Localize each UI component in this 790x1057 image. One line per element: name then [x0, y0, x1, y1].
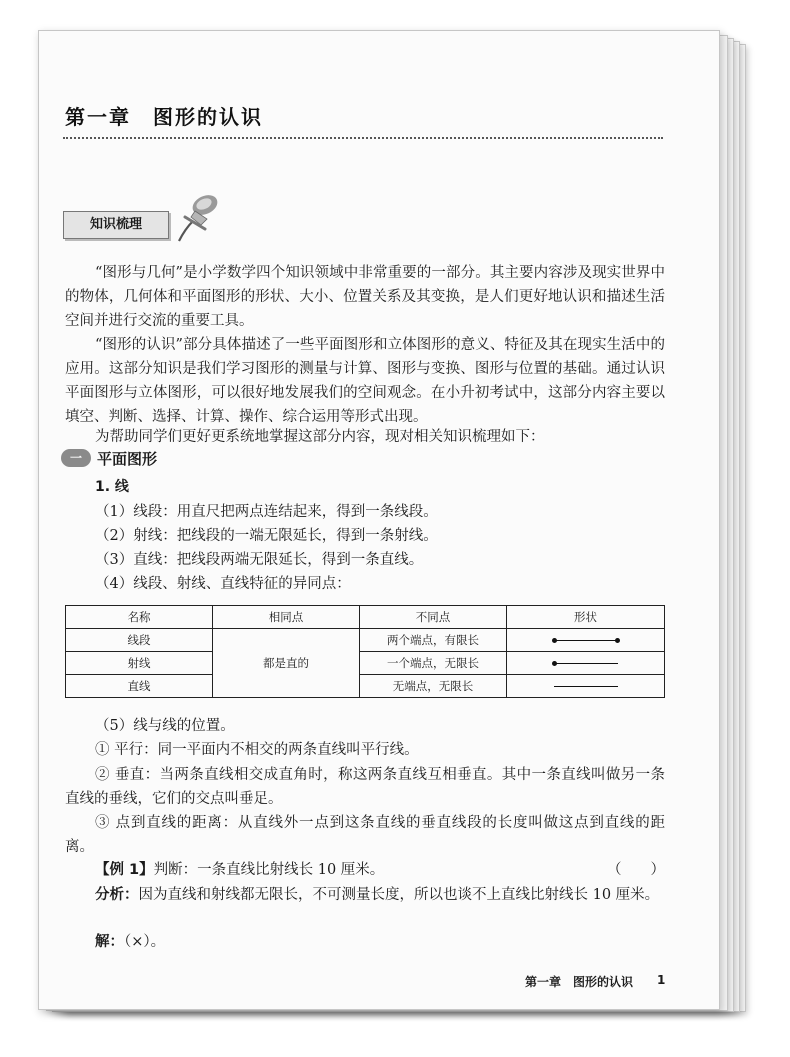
running-footer: 第一章 图形的认识 — [525, 975, 634, 989]
table-cell-name: 直线 — [66, 675, 213, 698]
example-text: 判断：一条直线比射线长 10 厘米。 — [153, 862, 385, 878]
answer-label: 解： — [95, 934, 124, 950]
section-heading — [61, 447, 157, 471]
section-title: 平面图形 — [97, 450, 158, 468]
table-row — [66, 675, 665, 698]
intro-paragraph-1: “图形与几何”是小学数学四个知识领域中非常重要的一部分。其主要内容涉及现实世界中的物体，几何体和平面图形的形状、大小、位置关系及其变换，是人们更好地认识和描述生活空间并进行交流的重要工具。 — [65, 265, 665, 329]
perpendicular-definition: ② 垂直：当两条直线相交成直角时，称这两条直线互相垂直。其中一条直线叫做另一条直线的垂线，它们的交点叫垂足。 — [65, 767, 665, 807]
table-cell-name: 线段 — [66, 629, 213, 652]
example-question — [65, 859, 665, 881]
table-cell-same: 都是直的 — [213, 629, 360, 698]
position-title: （5）线与线的位置。 — [95, 718, 235, 734]
analysis-text: 因为直线和射线都无限长，不可测量长度，所以也谈不上直线比射线长 10 厘米。 — [138, 887, 660, 903]
intro-paragraph-3: 为帮助同学们更好更系统地掌握这部分内容，现对相关知识梳理如下： — [95, 429, 545, 445]
table-cell-diff: 两个端点，有限长 — [360, 629, 507, 652]
ray-shape — [554, 663, 618, 664]
example-label: 【例 1】 — [95, 862, 154, 878]
definition-ray: （2）射线：把线段的一端无限延长，得到一条射线。 — [95, 528, 438, 544]
table-row — [66, 652, 665, 675]
pushpin-icon — [171, 191, 223, 247]
line-features-table — [65, 605, 665, 698]
example-analysis — [65, 883, 665, 907]
table-cell-shape — [507, 652, 665, 675]
page-number: 1 — [657, 973, 666, 987]
table-cell-diff: 无端点，无限长 — [360, 675, 507, 698]
section-number-badge: 一 — [61, 449, 91, 467]
definition-straight-line: （3）直线：把线段两端无限延长，得到一条直线。 — [95, 552, 424, 568]
subsection-heading: 1. 线 — [95, 479, 129, 495]
section-tag: 知识梳理 — [63, 211, 169, 239]
definition-line-segment: （1）线段：用直尺把两点连结起来，得到一条线段。 — [95, 504, 438, 520]
answer-text: （×）。 — [124, 934, 166, 950]
segment-shape — [554, 640, 618, 641]
table-header-row — [66, 606, 665, 629]
table-header: 名称 — [66, 606, 213, 629]
table-cell-name: 射线 — [66, 652, 213, 675]
definition-comparison: （4）线段、射线、直线特征的异同点： — [95, 576, 351, 592]
parallel-definition: ① 平行：同一平面内不相交的两条直线叫平行线。 — [95, 742, 419, 758]
book-page — [38, 30, 720, 1010]
title-divider — [63, 137, 663, 139]
chapter-title: 第一章 图形的认识 — [65, 105, 263, 129]
table-row — [66, 629, 665, 652]
table-header: 形状 — [507, 606, 665, 629]
intro-paragraph-2: “图形的认识”部分具体描述了一些平面图形和立体图形的意义、特征及其在现实生活中的应用。这部分知识是我们学习图形的测量与计算、图形与变换、图形与位置的基础。通过认识平面图形与立体图形，可以很好地发展我们的空间观念。在小升初考试中，这部分内容主要以填空、判断、选择、计算、操作、综合运用等形式出现。 — [65, 337, 665, 425]
table-cell-shape — [507, 629, 665, 652]
answer-bracket: （ ） — [607, 862, 665, 878]
table-cell-shape — [507, 675, 665, 698]
table-header: 相同点 — [213, 606, 360, 629]
table-cell-diff: 一个端点，无限长 — [360, 652, 507, 675]
analysis-label: 分析： — [95, 887, 139, 903]
example-answer — [65, 931, 665, 953]
distance-definition: ③ 点到直线的距离：从直线外一点到这条直线的垂直线段的长度叫做这点到直线的距离。 — [65, 815, 665, 855]
straight-line-shape — [554, 686, 618, 687]
table-header: 不同点 — [360, 606, 507, 629]
